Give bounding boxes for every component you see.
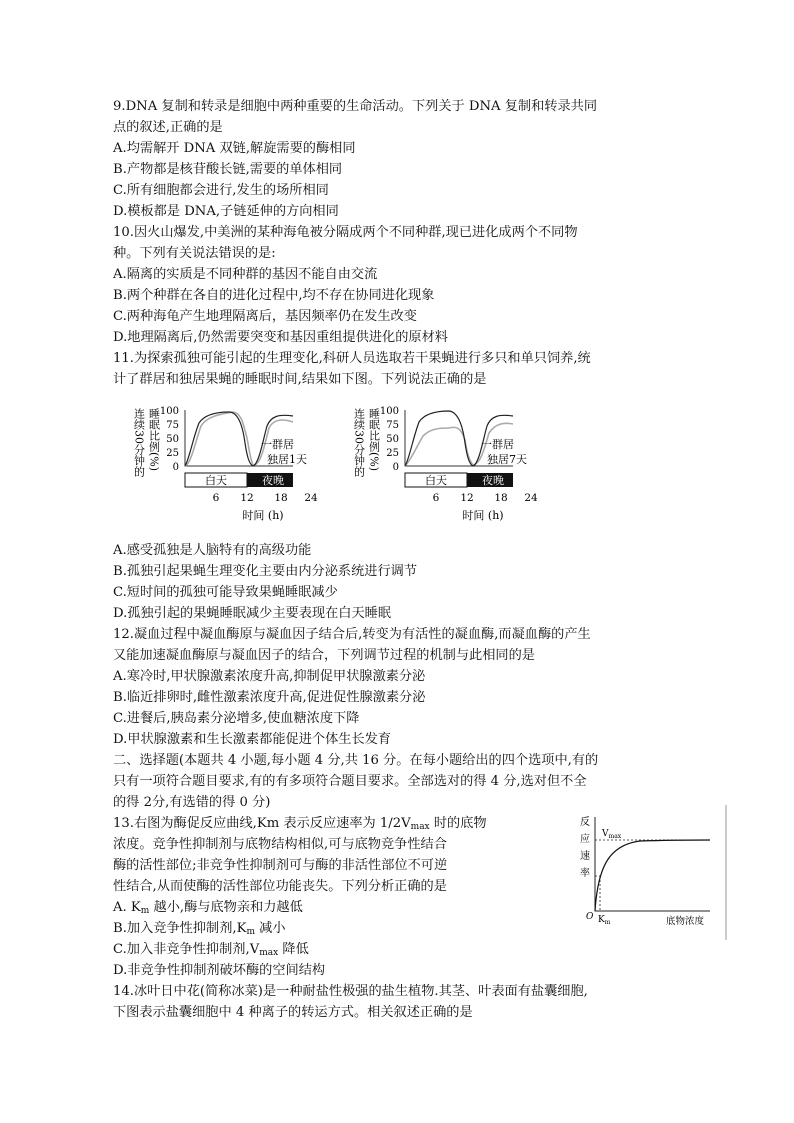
chart-ylabel: 睡眠比例(%) xyxy=(147,408,161,472)
y-tick-label: 25 xyxy=(386,448,399,459)
night-label: 夜晚 xyxy=(482,474,504,487)
x-tick-label: 6 xyxy=(432,492,440,504)
q12-stem-line2: 又能加速凝血酶原与凝血因子的结合，下列调节过程的机制与此相同的是 xyxy=(113,648,535,663)
section2-line1: 二、选择题(本题共 4 小题,每小题 4 分,共 16 分。在每小题给出的四个选项中,有的 xyxy=(113,753,599,768)
y-tick-label: 100 xyxy=(159,406,179,417)
q13-stem-line3: 酶的活性部位;非竞争性抑制剂可与酶的非活性部位不可逆 xyxy=(113,858,448,873)
chart-ylabel: 连续30分钟的 xyxy=(352,408,366,477)
origin-label: O xyxy=(586,912,594,922)
x-tick-label: 18 xyxy=(494,492,508,504)
q12-option-a: A.寒冷时,甲状腺激素浓度升高,抑制促甲状腺激素分泌 xyxy=(113,669,426,684)
x-axis-label: 时间 (h) xyxy=(462,509,504,522)
y-tick-label: 75 xyxy=(166,420,179,431)
q13-stem-line2: 浓度。竞争性抑制剂与底物结构相似,可与底物竞争性结合 xyxy=(113,837,447,852)
q13-stem-line4: 性结合,从而使酶的活性部位功能丧失。下列分析正确的是 xyxy=(113,879,447,894)
q12-option-c: C.进餐后,胰岛素分泌增多,使血糖浓度下降 xyxy=(113,711,360,726)
q13-option-a: A. $K_m$ 越小,酶与底物亲和力越低 xyxy=(113,900,303,916)
q10-option-b: B.两个种群在各自的进化过程中,均不存在协同进化现象 xyxy=(113,288,435,303)
legend-alone: 独居7天 xyxy=(487,453,527,466)
q11-option-b: B.孤独引起果蝇生理变化主要由内分泌系统进行调节 xyxy=(113,564,418,579)
q9-option-c: C.所有细胞都会进行,发生的场所相同 xyxy=(113,183,329,198)
q10-option-c: C.两种海龟产生地理隔离后，基因频率仍在发生改变 xyxy=(113,309,417,324)
legend-alone: 独居1天 xyxy=(267,453,307,466)
q11-stem-line2: 计了群居和独居果蝇的睡眠时间,结果如下图。下列说法正确的是 xyxy=(113,372,487,387)
km-label: $K_m$ xyxy=(598,915,611,926)
y-axis-label-char: 速 xyxy=(580,851,590,862)
q10-stem-line2: 种。下列有关说法错误的是: xyxy=(113,246,276,261)
q11-option-c: C.短时间的孤独可能导致果蝇睡眠减少 xyxy=(113,585,338,600)
x-tick-label: 6 xyxy=(212,492,220,504)
q11-chart-2 xyxy=(345,398,545,528)
day-label: 白天 xyxy=(425,474,447,487)
q10-stem-line1: 10.因火山爆发,中美洲的某种海龟被分隔成两个不同种群,现已进化成两个不同物 xyxy=(113,225,578,240)
y-tick-label: 0 xyxy=(392,462,399,473)
chart-ylabel: 连续30分钟的 xyxy=(132,408,146,477)
vmax-label: $V_{max}$ xyxy=(602,829,622,840)
q9-stem-line1: 9.DNA 复制和转录是细胞中两种重要的生命活动。下列关于 DNA 复制和转录共同 xyxy=(113,99,598,114)
y-axis-label-char: 率 xyxy=(580,868,590,879)
q10-option-a: A.隔离的实质是不同种群的基因不能自由交流 xyxy=(113,267,378,282)
night-label: 夜晚 xyxy=(262,474,284,487)
legend-group: 一群居 xyxy=(481,438,514,451)
x-tick-label: 12 xyxy=(460,492,474,504)
section2-line2: 只有一项符合题目要求,有的有多项符合题目要求。全部选对的得 4 分,选对但不全 xyxy=(113,774,587,789)
q13-option-c: C.加入非竞争性抑制剂$,V_{max}$ 降低 xyxy=(113,942,309,958)
q9-option-b: B.产物都是核苷酸长链,需要的单体相同 xyxy=(113,162,343,177)
x-axis-label: 时间 (h) xyxy=(242,509,284,522)
legend-group: 一群居 xyxy=(261,438,294,451)
y-axis-label-char: 反 xyxy=(580,817,590,828)
q9-option-d: D.模板都是 DNA,子链延伸的方向相同 xyxy=(113,204,339,219)
q10-option-d: D.地理隔离后,仍然需要突变和基因重组提供进化的原材料 xyxy=(113,330,448,345)
section2-line3: 的得 2分,有选错的得 0 分) xyxy=(113,795,271,810)
q14-stem-line1: 14.冰叶日中花(简称冰菜)是一种耐盐性极强的盐生植物.其茎、叶表面有盐囊细胞, xyxy=(113,984,588,999)
y-axis-label-char: 应 xyxy=(580,834,590,845)
reaction-rate-curve xyxy=(595,840,710,911)
x-tick-label: 12 xyxy=(240,492,254,504)
q11-option-d: D.孤独引起的果蝇睡眠减少主要表现在白天睡眠 xyxy=(113,606,392,621)
q11-chart-1 xyxy=(125,398,325,528)
q11-stem-line1: 11.为探索孤独可能引起的生理变化,科研人员选取若干果蝇进行多只和单只饲养,统 xyxy=(113,351,591,366)
day-label: 白天 xyxy=(205,474,227,487)
q13-option-b: B.加入竞争性抑制剂$,K_m$ 减小 xyxy=(113,921,286,937)
y-tick-label: 75 xyxy=(386,420,399,431)
q13-stem-line1: 13.右图为酶促反应曲线,Km 表示反应速率为 $1/2V_{max}$ 时的底物 xyxy=(113,816,487,832)
q9-option-a: A.均需解开 DNA 双链,解旋需要的酶相同 xyxy=(113,141,356,156)
x-tick-label: 24 xyxy=(304,492,318,504)
q12-stem-line1: 12.凝血过程中凝血酶原与凝血因子结合后,转变为有活性的凝血酶,而凝血酶的产生 xyxy=(113,627,591,642)
exam-page xyxy=(113,96,623,1023)
y-tick-label: 100 xyxy=(379,406,399,417)
q12-option-b: B.临近排卵时,雌性激素浓度升高,促进促性腺激素分泌 xyxy=(113,690,426,705)
x-tick-label: 18 xyxy=(274,492,288,504)
q11-option-a: A.感受孤独是人脑特有的高级功能 xyxy=(113,543,312,558)
q13-option-d: D.非竞争性抑制剂破坏酶的空间结构 xyxy=(113,963,326,978)
x-axis-label: 底物浓度 xyxy=(666,916,705,927)
chart-axes xyxy=(595,817,710,911)
y-tick-label: 50 xyxy=(386,434,399,445)
q14-stem-line2: 下图表示盐囊细胞中 4 种离子的转运方式。相关叙述正确的是 xyxy=(113,1005,473,1020)
x-tick-label: 24 xyxy=(524,492,538,504)
y-tick-label: 50 xyxy=(166,434,179,445)
q13-enzyme-curve-chart xyxy=(570,805,730,940)
y-tick-label: 25 xyxy=(166,448,179,459)
q12-option-d: D.甲状腺激素和生长激素都能促进个体生长发育 xyxy=(113,732,392,747)
chart-ylabel: 睡眠比例(%) xyxy=(367,408,381,472)
q9-stem-line2: 点的叙述,正确的是 xyxy=(113,120,223,135)
y-tick-label: 0 xyxy=(172,462,179,473)
